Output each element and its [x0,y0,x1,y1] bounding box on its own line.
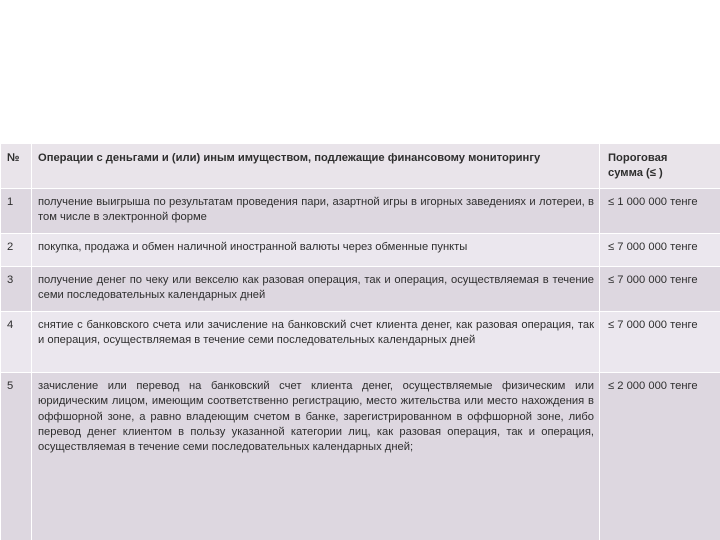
financial-monitoring-table [0,143,720,540]
table-header-row [1,144,720,189]
header-number: № [1,144,32,189]
header-operation: Операции с деньгами и (или) иным имуществом, подлежащие финансовому мониторингу [32,144,600,189]
row-operation: получение денег по чеку или векселю как разовая операция, так и операция, осуществляемая в течение семи последовательных календарных дней [32,266,600,311]
row-threshold: ≤ 7 000 000 тенге [600,233,720,266]
row-number: 3 [1,266,32,311]
row-number: 5 [1,372,32,540]
header-threshold-line2: сумма (≤ ) [608,167,663,180]
table-row [1,266,720,311]
row-operation: снятие с банковского счета или зачисление на банковский счет клиента денег, как разовая операция, так и операция, осуществляемая в течение семи последовательных календарных дней [32,311,600,372]
table-row [1,188,720,233]
row-threshold: ≤ 7 000 000 тенге [600,311,720,372]
row-threshold: ≤ 1 000 000 тенге [600,188,720,233]
row-operation: получение выигрыша по результатам проведения пари, азартной игры в игорных заведениях и лотереи, в том числе в электронной форме [32,188,600,233]
row-number: 2 [1,233,32,266]
table-row [1,311,720,372]
header-threshold [600,144,720,189]
row-number: 1 [1,188,32,233]
table-row [1,372,720,540]
row-threshold: ≤ 7 000 000 тенге [600,266,720,311]
monitoring-table-container [0,143,720,540]
row-threshold: ≤ 2 000 000 тенге [600,372,720,540]
header-threshold-line1: Пороговая [608,152,668,164]
row-operation: покупка, продажа и обмен наличной иностранной валюты через обменные пункты [32,233,600,266]
row-operation: зачисление или перевод на банковский счет клиента денег, осуществляемые физическим или юридическим лицом, имеющим соответственно регистрацию, место жительства или место нахождения в оффшорной зоне, а равно владеющим счетом в банке, зарегистрированном в оффшорной зоне, либо перевод денег клиентом в пользу указанной категории лиц, как разовая операция, так и операция, осуществляемая в течение семи последовательных календарных дней; [32,372,600,540]
row-number: 4 [1,311,32,372]
table-row [1,233,720,266]
